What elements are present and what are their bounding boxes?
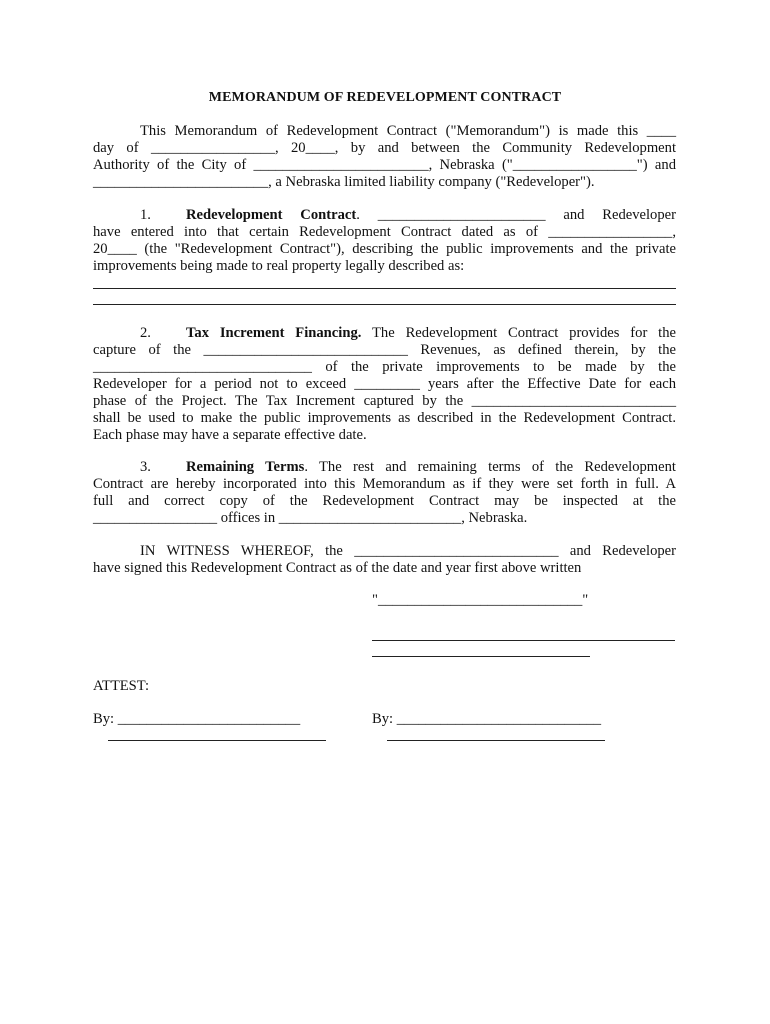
section-2-paragraph [93, 325, 676, 444]
signature-line [372, 640, 675, 641]
attest-by-right: By: ____________________________ [372, 711, 602, 727]
legal-description-line [93, 304, 676, 305]
section-3-line: Contract are hereby incorporated into this Memorandum as if they were set forth in full. A [93, 476, 676, 492]
section-2-line: Each phase may have a separate effective date. [93, 427, 367, 443]
witness-line: IN WITNESS WHEREOF, the ____________________________ and Redeveloper [140, 543, 676, 559]
section-3-line: full and correct copy of the Redevelopment Contract may be inspected at the [93, 493, 676, 509]
section-3-heading: Remaining Terms [186, 459, 305, 475]
intro-line: This Memorandum of Redevelopment Contract ("Memorandum") is made this ____ [140, 123, 676, 139]
section-2-text: The Redevelopment Contract provides for the [361, 325, 677, 341]
attest-label: ATTEST: [93, 678, 150, 694]
signature-name-blank: "____________________________" [372, 592, 589, 608]
attest-by-left: By: _________________________ [93, 711, 301, 727]
section-3-paragraph [93, 459, 676, 527]
section-1-line: have entered into that certain Redevelopment Contract dated as of _________________, [93, 224, 676, 240]
section-2-line [93, 376, 676, 393]
intro-line: Authority of the City of ________________________, Nebraska ("_________________") and [93, 157, 676, 173]
section-1-number: 1. [140, 207, 151, 223]
witness-paragraph [93, 543, 676, 577]
section-3-text: . The rest and remaining terms of the Redevelopment [304, 459, 676, 475]
section-2-line: phase of the Project. The Tax Increment captured by the ____________________________ [93, 393, 676, 409]
section-1-heading: Redevelopment Contract [186, 207, 357, 223]
section-1-paragraph [93, 207, 676, 275]
years-blank: _________ [354, 376, 420, 392]
section-3-line: _________________ offices in _________________________, Nebraska. [93, 510, 528, 526]
section-1-line: 20____ (the "Redevelopment Contract"), describing the public improvements and the private [93, 241, 676, 257]
section-2-line: shall be used to make the public improvements as described in the Redevelopment Contract. [93, 410, 676, 426]
section-2-number: 2. [140, 325, 151, 341]
legal-description-line [93, 288, 676, 289]
attest-title-line-left [108, 740, 326, 741]
attest-title-line-right [387, 740, 605, 741]
section-2-line: ______________________________ of the private improvements to be made by the [93, 359, 676, 375]
section-2-text: Redeveloper for a period not to exceed [93, 376, 355, 392]
section-1-line [93, 207, 676, 224]
section-2-line [93, 325, 676, 342]
section-1-line: improvements being made to real property legally described as: [93, 258, 465, 274]
witness-line: have signed this Redevelopment Contract as of the date and year first above written [93, 560, 582, 576]
intro-paragraph [93, 123, 676, 191]
section-3-number: 3. [140, 459, 151, 475]
section-2-text: years after the Effective Date for each [419, 376, 676, 392]
signature-title-line [372, 656, 590, 657]
intro-line: day of _________________, 20____, by and between the Community Redevelopment [93, 140, 676, 156]
section-2-line: capture of the ____________________________ Revenues, as defined therein, by the [93, 342, 676, 358]
document-title: MEMORANDUM OF REDEVELOPMENT CONTRACT [208, 90, 562, 105]
section-2-heading: Tax Increment Financing. [186, 325, 362, 341]
intro-line: ________________________, a Nebraska limited liability company ("Redeveloper"). [93, 174, 595, 190]
section-3-line [93, 459, 676, 476]
section-1-text: . _______________________ and Redeveloper [356, 207, 676, 223]
